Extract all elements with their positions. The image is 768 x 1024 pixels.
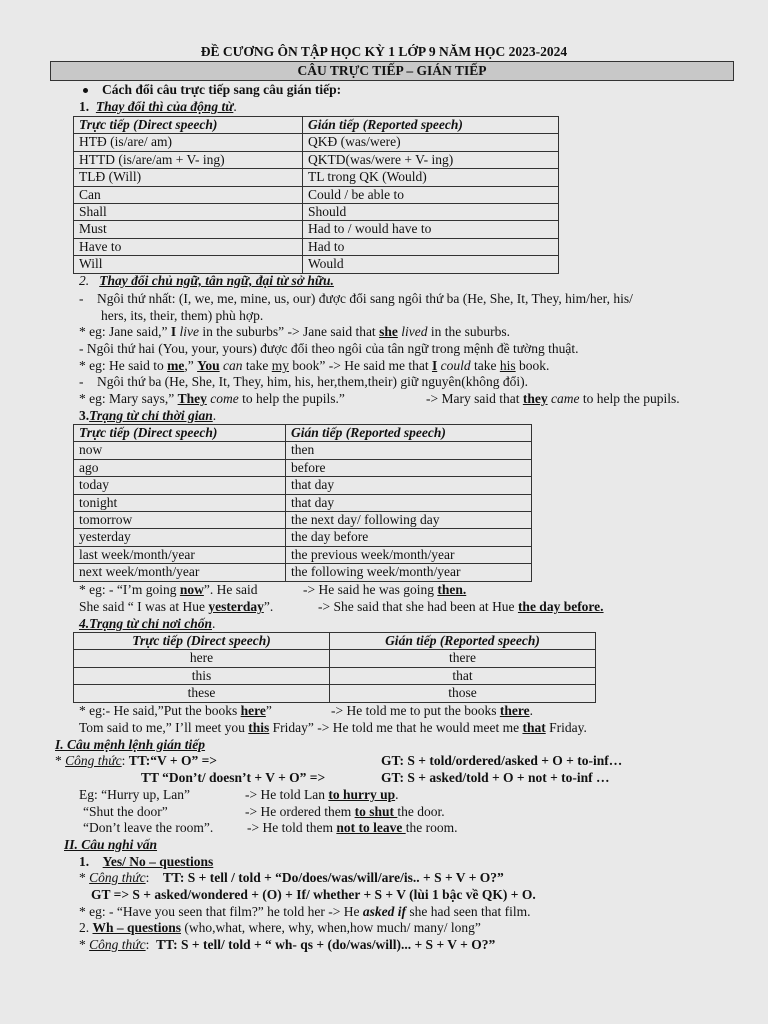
place-table (73, 632, 596, 703)
wh-questions-title: Wh – questions (92, 920, 182, 935)
table-row: this that (74, 667, 596, 684)
section-3-heading: 3.Trạng từ chỉ thời gian. (79, 408, 217, 423)
person-1-line: - Ngôi thứ nhất: (I, we, me, mine, us, our) được đổi sang ngôi thứ ba (He, She, It, They, him/her, his/ (79, 291, 633, 306)
document-title: ĐỀ CƯƠNG ÔN TẬP HỌC KỲ 1 LỚP 9 NĂM HỌC 2023-2024 (200, 44, 568, 59)
yes-no-heading: 1. Yes/ No – questions (79, 854, 214, 869)
section-1-heading: 1. Thay đổi thì của động từ. (79, 99, 237, 114)
table-header: Trực tiếp (Direct speech) (74, 425, 286, 442)
person-2-line: - Ngôi thứ hai (You, your, yours) được đổi theo ngôi của tân ngữ trong mệnh đề tường thuật. (79, 341, 579, 356)
section-2-heading: 2. Thay đổi chủ ngữ, tân ngữ, đại từ sở hữu. (79, 273, 334, 288)
table-row: Can Could / be able to (74, 186, 559, 203)
table-row: tomorrow the next day/ following day (74, 512, 532, 529)
section-1-title: Thay đổi thì của động từ (95, 99, 234, 114)
example-6-result: -> He told me to put the books there. (331, 703, 533, 718)
table-row: Will Would (74, 256, 559, 273)
section-banner: CÂU TRỰC TIẾP – GIÁN TIẾP (50, 61, 734, 81)
command-example-1: Eg: “Hurry up, Lan” (79, 787, 190, 802)
formula-1-gt: GT: S + told/ordered/asked + O + to-inf… (381, 753, 623, 768)
example-8: * eg: - “Have you seen that film?” he told her -> He asked if she had seen that film. (79, 904, 531, 919)
table-row: tonight that day (74, 494, 532, 511)
formula-5: * Công thức: TT: S + tell/ told + “ wh- qs + (do/was/will)... + S + V + O?” (79, 937, 496, 952)
example-5-result: -> She said that she had been at Hue the day before. (318, 599, 604, 614)
section-4-title: Trạng từ chỉ nơi chốn (89, 616, 212, 631)
table-row: yesterday the day before (74, 529, 532, 546)
table-header: Gián tiếp (Reported speech) (303, 117, 559, 134)
table-row: HTTD (is/are/am + V- ing) QKTD(was/were + V- ing) (74, 151, 559, 168)
section-2-title: Thay đổi chủ ngữ, tân ngữ, đại từ sở hữu. (99, 273, 334, 288)
formula-2: TT “Don’t/ doesn’t + V + O” => (141, 770, 326, 785)
table-row: HTĐ (is/are/ am) QKĐ (was/were) (74, 134, 559, 151)
wh-questions-line: 2. Wh – questions (who,what, where, why, when,how much/ many/ long” (79, 920, 481, 935)
command-example-1-result: -> He told Lan to hurry up. (245, 787, 399, 802)
intro-line: Cách đổi câu trực tiếp sang câu gián tiếp: (83, 82, 341, 98)
table-row: today that day (74, 477, 532, 494)
section-II-title: II. Câu nghi vấn (64, 837, 158, 852)
command-example-3-result: -> He told them not to leave the room. (247, 820, 458, 835)
command-example-3: “Don’t leave the room”. (83, 820, 214, 835)
table-header: Trực tiếp (Direct speech) (74, 117, 303, 134)
formula-3: * Công thức: TT: S + tell / told + “Do/does/was/will/are/is.. + S + V + O?” (79, 870, 504, 885)
yes-no-title: Yes/ No – questions (102, 854, 214, 869)
example-2: * eg: He said to me,” You can take my book” -> He said me that I could take his book. (79, 358, 550, 373)
table-row: next week/month/year the following week/month/year (74, 564, 532, 581)
example-4-result: -> He said he was going then. (303, 582, 467, 597)
table-row: TLĐ (Will) TL trong QK (Would) (74, 169, 559, 186)
table-row: Have to Had to (74, 238, 559, 255)
bullet-icon (83, 88, 88, 93)
formula-2-gt: GT: S + asked/told + O + not + to-inf … (381, 770, 610, 785)
table-header: Gián tiếp (Reported speech) (330, 633, 596, 650)
table-row: these those (74, 685, 596, 702)
table-row: here there (74, 650, 596, 667)
tense-table (73, 116, 559, 274)
command-example-2: “Shut the door” (83, 804, 168, 819)
formula-1: * Công thức: TT:“V + O” => (55, 753, 217, 768)
table-row: now then (74, 442, 532, 459)
person-3-line: - Ngôi thứ ba (He, She, It, They, him, his, her,them,their) giữ nguyên(không đổi). (79, 374, 529, 389)
example-5: She said “ I was at Hue yesterday”. (79, 599, 274, 614)
table-row: Shall Should (74, 204, 559, 221)
table-header: Trực tiếp (Direct speech) (74, 633, 330, 650)
table-header: Gián tiếp (Reported speech) (286, 425, 532, 442)
time-table (73, 424, 532, 582)
example-3: * eg: Mary says,” They come to help the pupils.” (79, 391, 345, 406)
example-7: Tom said to me,” I’ll meet you this Friday” -> He told me that he would meet me that Friday. (79, 720, 587, 735)
table-row: last week/month/year the previous week/month/year (74, 546, 532, 563)
section-4-heading: 4.Trạng từ chỉ nơi chốn. (79, 616, 216, 631)
example-1: * eg: Jane said,” I live in the suburbs” -> Jane said that she lived in the suburbs. (79, 324, 510, 339)
example-4: * eg: - “I’m going now”. He said (79, 582, 258, 597)
table-row: ago before (74, 459, 532, 476)
table-row: Must Had to / would have to (74, 221, 559, 238)
section-3-title: Trạng từ chỉ thời gian (89, 408, 213, 423)
command-example-2-result: -> He ordered them to shut the door. (245, 804, 445, 819)
example-3-result: -> Mary said that they came to help the pupils. (426, 391, 680, 406)
person-1-line-2: hers, its, their, them) phù hợp. (101, 308, 264, 323)
intro-text: Cách đổi câu trực tiếp sang câu gián tiếp (102, 82, 337, 97)
example-6: * eg:- He said,”Put the books here” (79, 703, 272, 718)
formula-4: GT => S + asked/wondered + (O) + If/ whether + S + V (lùi 1 bậc về QK) + O. (91, 887, 536, 902)
section-I-title: I. Câu mệnh lệnh gián tiếp (55, 737, 206, 752)
